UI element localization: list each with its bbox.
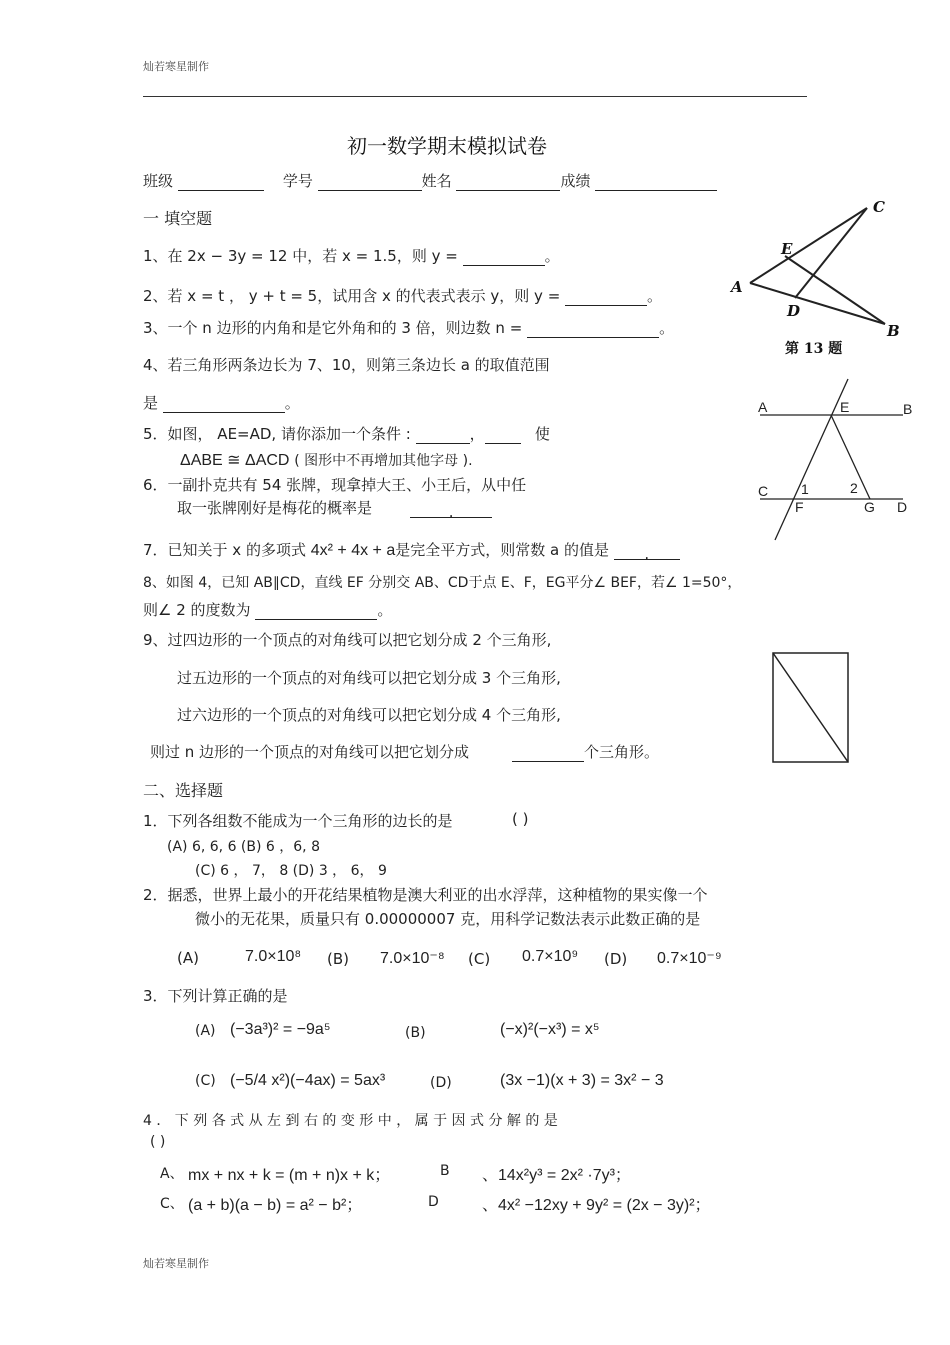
fig4-label-f: F [795,499,804,515]
s1-q3 [143,317,674,338]
fig4-label-b: B [903,401,913,417]
s1-q5b [180,450,473,470]
s2-q3-a-label[interactable]: (A) [195,1023,216,1039]
fig13-label-d: D [787,302,801,320]
s1-q6b-text: 取一张牌刚好是梅花的概率是 [177,499,373,517]
s1-q9c: 过六边形的一个顶点的对角线可以把它划分成 4 个三角形, [177,706,561,724]
s2-q2-opt-c-label[interactable]: (C) [468,950,491,968]
s1-q6a: 6．一副扑克共有 54 张牌，现拿掉大王、小王后，从中任 [143,476,527,494]
s2-q4a: 4 ． 下 列 各 式 从 左 到 右 的 变 形 中 ， 属 于 因 式 分 解 的 是 [143,1113,558,1129]
s2-q2-opt-d-label[interactable]: (D) [604,950,628,968]
name-blank[interactable] [456,176,560,191]
s2-q2-opt-a-label[interactable]: (A) [177,949,199,967]
s1-q7b-text: 是完全平方式，则常数 a 的值是 [395,541,609,559]
s2-q4-d: 、4x² −12xy + 9y² = (2x − 3y)²； [482,1197,711,1214]
class-blank[interactable] [178,176,264,191]
fig13-label-a: A [731,278,743,296]
s2-q3-b-label[interactable]: (B) [405,1025,426,1041]
s1-q1-text: 1、在 2x − 3y = 12 中，若 x = 1.5，则 y = [143,247,458,265]
fig13-line-AB [750,283,885,324]
figure-13 [725,198,910,363]
s1-q8-end: 。 [377,601,393,619]
s1-q1 [143,245,560,266]
s2-q2-opt-b: 7.0×10⁻⁸ [380,950,445,967]
fig4-label-d: D [897,499,908,515]
fig13-label-e: E [781,240,793,258]
section1-heading: 一 填空题 [143,209,213,228]
info-score-label: 成绩 [560,172,591,190]
fig13-label-b: B [887,322,900,340]
s1-q6b [177,497,492,521]
s1-q2-end: 。 [647,287,663,305]
s1-q4b [143,392,300,413]
footer-maker: 灿若寒星制作 [143,1257,209,1270]
s2-q1-cd: (C) 6 ， 7， 8 (D) 3 ， 6， 9 [195,863,387,879]
s1-q8a: 8、如图 4，已知 AB∥CD，直线 EF 分别交 AB、CD于点 E、F，EG平分∠ BEF，若∠ 1=50°， [143,575,742,591]
s2-q3-d-label[interactable]: (D) [430,1075,452,1091]
s1-q4a: 4、若三角形两条边长为 7、10，则第三条边长 a 的取值范围 [143,356,550,374]
s1-q9d-text: 则过 n 边形的一个顶点的对角线可以把它划分成 [150,743,470,761]
info-name-label: 姓名 [421,172,452,190]
s1-q9a: 9、过四边形的一个顶点的对角线可以把它划分成 2 个三角形, [143,631,552,649]
s1-q8-blank[interactable] [255,605,377,620]
s2-q3-d: (3x −1)(x + 3) = 3x² − 3 [500,1072,664,1089]
s2-q4-d-label[interactable]: D [428,1194,439,1210]
s1-q5-blank-1[interactable] [416,429,470,444]
s1-q9-end: 个三角形。 [583,743,659,761]
s1-q5a [143,423,550,444]
s1-q5-comma: ， [469,425,485,443]
figure-4 [755,375,915,545]
s1-q2-blank[interactable] [565,291,647,306]
score-blank[interactable] [595,176,717,191]
info-class-label: 班级 [143,172,174,190]
s2-q3: 3．下列计算正确的是 [143,987,288,1005]
s1-q7-blank[interactable]: . [614,545,680,560]
s1-q5-blank-2[interactable] [485,429,521,444]
s1-q5a-text: 5．如图， AE=AD, 请你添加一个条件 : [143,425,411,443]
s1-q4-end: 。 [284,394,300,412]
fig13-caption: 第 13 题 [785,341,843,357]
s2-q2-opt-b-label[interactable]: (B) [327,950,349,968]
header-maker: 灿若寒星制作 [143,60,209,73]
s2-q2a: 2．据悉，世界上最小的开花结果植物是澳大利亚的出水浮萍，这种植物的果实像一个 [143,886,708,904]
s1-q5-end: 使 [534,425,550,443]
s2-q4-a-label[interactable]: A、 [160,1166,184,1182]
section2-heading: 二、选择题 [143,781,224,800]
s1-q4-blank[interactable] [163,398,285,413]
s1-q2 [143,285,662,306]
s1-q1-end: 。 [544,247,560,265]
s2-q3-a: (−3a³)² = −9a⁵ [230,1021,331,1038]
fig4-line-EF [775,379,848,540]
figure-quadrilateral [770,650,852,766]
s1-q3-text: 3、一个 n 边形的内角和是它外角和的 3 倍，则边数 n = [143,319,523,337]
s2-q4b: ( ) [150,1134,166,1150]
s1-q9-blank[interactable] [512,747,584,762]
fig4-label-e: E [840,399,850,415]
s1-q9d [150,741,659,762]
s2-q1-ab: (A) 6, 6, 6 (B) 6 ，6, 8 [167,839,320,855]
s1-q9b: 过五边形的一个顶点的对角线可以把它划分成 3 个三角形, [177,669,561,687]
s2-q3-c-label[interactable]: (C) [195,1073,216,1089]
fig4-label-1: 1 [801,481,809,497]
s1-q7a-text: 7．已知关于 x 的多项式 [143,541,306,559]
s2-q2-opt-d: 0.7×10⁻⁹ [657,950,722,967]
s1-q3-end: 。 [659,319,675,337]
header-rule [143,96,807,97]
s1-q7-expr: 4x² + 4x + a [310,542,396,559]
info-student-no-label: 学号 [282,172,313,190]
s1-q8b [143,599,392,620]
fig4-label-c: C [758,483,769,499]
s1-q5b-tail: ( 图形中不再增加其他字母 ). [294,453,473,469]
student-no-blank[interactable] [318,176,422,191]
fig13-line-CD [795,208,867,298]
s2-q2-opt-a: 7.0×10⁸ [245,948,302,965]
page-title: 初一数学期末模拟试卷 [347,134,547,158]
s1-q4b-text: 是 [143,394,159,412]
s2-q4-c-label[interactable]: C、 [160,1196,184,1212]
s2-q1: 1．下列各组数不能成为一个三角形的边长的是 [143,812,453,830]
s2-q3-b: (−x)²(−x³) = x⁵ [500,1021,600,1038]
s2-q1-paren: ( ) [512,810,529,828]
s1-q7 [143,539,680,563]
fig4-label-2: 2 [850,480,858,496]
s2-q2-opt-c: 0.7×10⁹ [522,948,579,965]
quad-diagonal [773,653,848,762]
s2-q4-a: mx + nx + k = (m + n)x + k； [188,1167,391,1184]
s2-q2b: 微小的无花果，质量只有 0.00000007 克，用科学记数法表示此数正确的是 [195,910,701,928]
s2-q4-b: 、14x²y³ = 2x² ·7y³； [482,1167,631,1184]
s2-q4-c: (a + b)(a − b) = a² − b²； [188,1197,363,1214]
s1-q5b-expr: ΔABE ≅ ΔACD [180,452,290,469]
s2-q4-b-label[interactable]: B [440,1163,450,1179]
info-line [143,170,717,191]
s1-q2-text: 2、若 x = t ， y + t = 5，试用含 x 的代表式表示 y，则 y = [143,287,561,305]
s1-q3-blank[interactable] [527,323,659,338]
s1-q8b-text: 则∠ 2 的度数为 [143,601,251,619]
s2-q3-c: (−5/4 x²)(−4ax) = 5ax³ [230,1072,386,1089]
s1-q1-blank[interactable] [463,251,545,266]
s1-q6-blank[interactable]: . [410,503,492,518]
fig4-label-g: G [864,499,875,515]
fig13-label-c: C [873,198,885,216]
fig4-label-a: A [758,399,768,415]
